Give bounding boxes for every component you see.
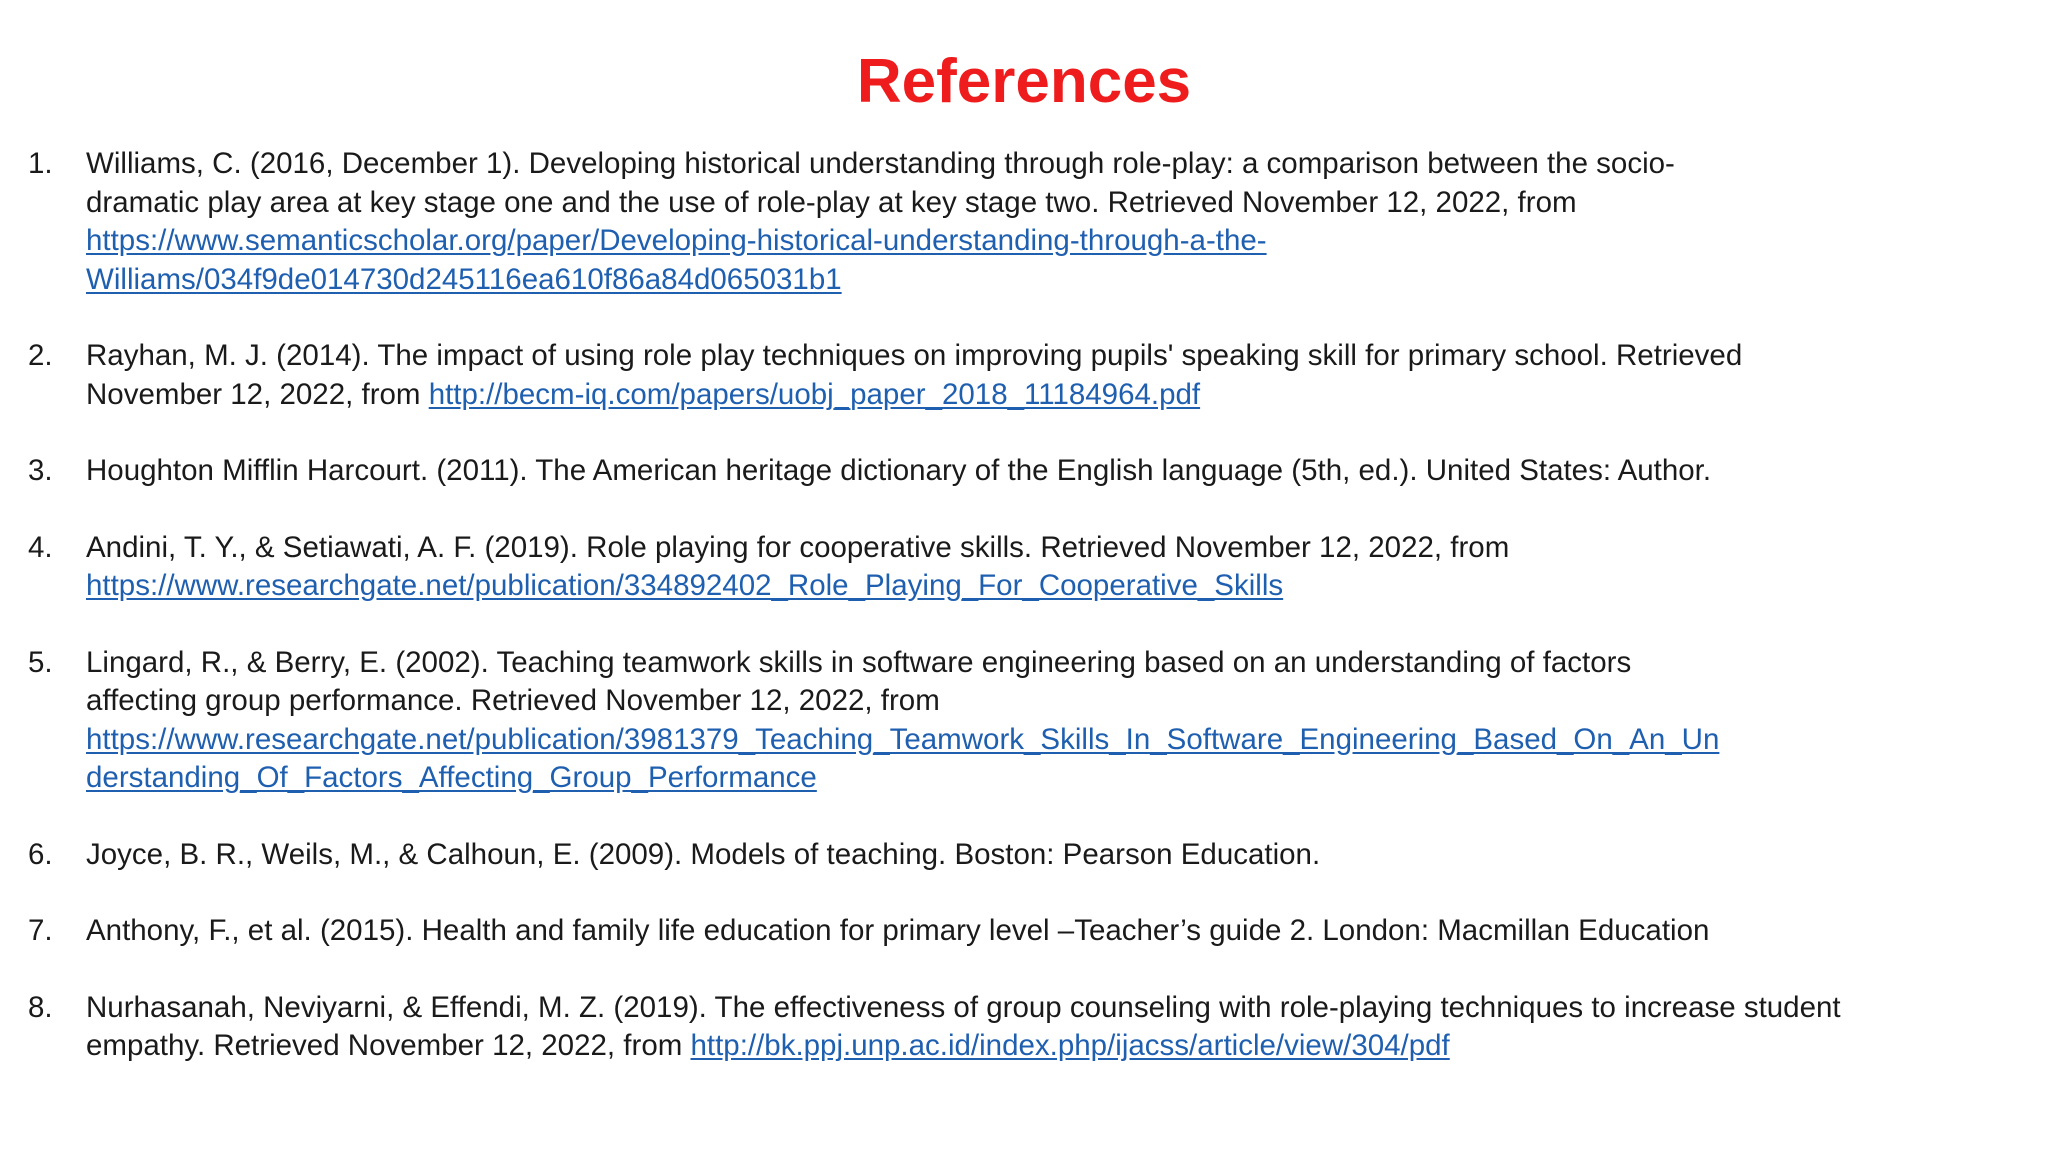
reference-line: [86, 261, 2018, 300]
reference-line: [86, 1027, 2018, 1066]
reference-url-link[interactable]: http://bk.ppj.unp.ac.id/index.php/ijacss/article/view/304/pdf: [690, 1029, 1450, 1062]
reference-url-link[interactable]: https://www.researchgate.net/publication/334892402_Role_Playing_For_Cooperative_Skills: [86, 569, 1284, 602]
reference-text: Rayhan, M. J. (2014). The impact of using role play techniques on improving pupils' speaking skill for primary school. Retrieved: [86, 339, 1743, 372]
reference-item: [28, 912, 2018, 951]
reference-item: [28, 836, 2018, 875]
reference-url-link[interactable]: https://www.semanticscholar.org/paper/Developing-historical-understanding-through-a-the-: [86, 224, 1267, 257]
reference-item: [28, 644, 2018, 798]
reference-text: dramatic play area at key stage one and the use of role-play at key stage two. Retrieved November 12, 2022, from: [86, 185, 1577, 219]
reference-line: [86, 222, 2018, 261]
reference-text: Lingard, R., & Berry, E. (2002). Teaching teamwork skills in software engineering based on an understanding of factors: [86, 645, 1632, 679]
reference-item: [28, 529, 2018, 606]
reference-line: [86, 376, 2018, 415]
reference-number: 3.: [28, 454, 53, 487]
reference-item: [28, 337, 2018, 414]
reference-text: Andini, T. Y., & Setiawati, A. F. (2019). Role playing for cooperative skills. Retrieved November 12, 2022, from: [86, 530, 1510, 564]
reference-text: Joyce, B. R., Weils, M., & Calhoun, E. (2009). Models of teaching. Boston: Pearson Education.: [86, 837, 1321, 871]
reference-text: Williams, C. (2016, December 1). Developing historical understanding through role-play: a comparison between the socio-: [86, 147, 1675, 180]
reference-url-link[interactable]: derstanding_Of_Factors_Affecting_Group_Performance: [86, 761, 817, 794]
reference-text: Anthony, F., et al. (2015). Health and family life education for primary level –Teacher’s guide 2. London: Macmillan Education: [86, 914, 1710, 947]
reference-line: [86, 567, 2018, 606]
reference-text: affecting group performance. Retrieved November 12, 2022, from: [86, 684, 940, 717]
reference-text: Nurhasanah, Neviyarni, & Effendi, M. Z. (2019). The effectiveness of group counseling with role-playing techniques to increase student: [86, 990, 1841, 1024]
reference-url-link[interactable]: https://www.researchgate.net/publication/3981379_Teaching_Teamwork_Skills_In_Software_Engineering_Based_On_An_Un: [86, 722, 1720, 756]
reference-number: 8.: [28, 990, 53, 1024]
reference-number: 1.: [28, 147, 53, 180]
reference-url-link[interactable]: http://becm-iq.com/papers/uobj_paper_2018_11184964.pdf: [428, 377, 1201, 411]
reference-text: November 12, 2022, from: [86, 377, 429, 411]
reference-item: [28, 145, 2018, 299]
page-title: References: [856, 47, 1192, 116]
reference-number: 7.: [28, 914, 53, 947]
reference-item: [28, 452, 2018, 491]
reference-number: 2.: [28, 339, 53, 372]
reference-list: [28, 145, 2018, 1104]
reference-number: 6.: [28, 837, 53, 871]
reference-number: 4.: [28, 530, 53, 564]
reference-url-link[interactable]: Williams/034f9de014730d245116ea610f86a84d065031b1: [86, 262, 842, 296]
reference-number: 5.: [28, 645, 53, 679]
reference-item: [28, 989, 2018, 1066]
reference-text: Houghton Mifflin Harcourt. (2011). The American heritage dictionary of the English language (5th, ed.). United States: Author.: [86, 454, 1712, 487]
reference-line: [86, 759, 2018, 798]
reference-line: [86, 721, 2018, 760]
reference-text: empathy. Retrieved November 12, 2022, from: [86, 1029, 691, 1062]
